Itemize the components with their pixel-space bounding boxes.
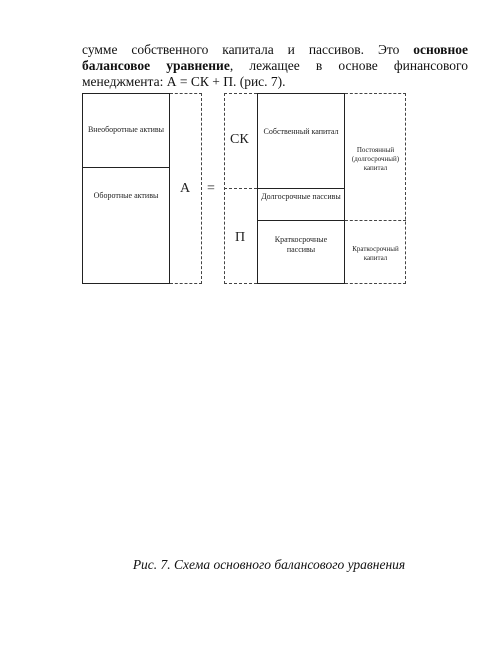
ck-p-divider (224, 188, 257, 189)
symbol-ck: СК (230, 132, 249, 147)
capital-divider (345, 220, 406, 221)
current-assets-label: Оборотные активы (93, 191, 159, 200)
figure-caption: Рис. 7. Схема основного балансового уравнения (132, 557, 406, 572)
paragraph-bold-term: основное балансовое уравнение (82, 42, 468, 73)
symbol-a: А (180, 181, 191, 196)
noncurrent-assets-label: Внеоборотные активы (87, 125, 165, 134)
equity-label: Собственный капитал (263, 127, 339, 136)
assets-block (82, 93, 170, 284)
permanent-capital-label: Постоянный (долгосрочный) капитал (351, 146, 400, 172)
longterm-liabilities-label: Долгосрочные пассивы (261, 192, 341, 201)
paragraph-text-2: , лежащее в основе финансового менеджмента: А = СК + П. (рис. 7). (82, 58, 469, 89)
equity-divider (257, 188, 345, 189)
longterm-divider (257, 220, 345, 221)
paragraph-text-1: сумме собственного капитала и пассивов. Это (82, 42, 414, 57)
symbol-p: П (235, 230, 246, 245)
shortterm-liabilities-label: Краткосрочные пассивы (274, 235, 328, 254)
assets-divider (82, 167, 170, 168)
shortterm-capital-label: Краткосрочный капитал (352, 245, 399, 262)
symbol-equals: = (207, 181, 215, 196)
